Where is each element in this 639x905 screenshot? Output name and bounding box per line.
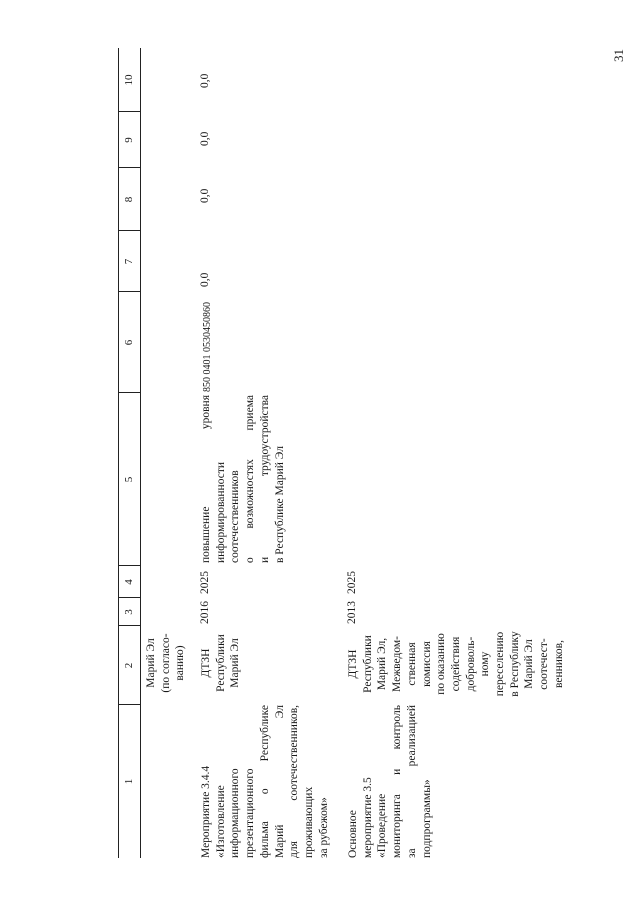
text-line: содействия [449,636,462,692]
text-line: Марий Эл [229,638,242,688]
row1-col2 [199,628,243,698]
text-line: по оказанию [435,633,448,695]
text-line: Марий Эл, [376,637,389,691]
text-line: ственная [405,642,418,686]
text-line: Марий Эл [273,705,286,858]
row1-col3: 2016 [199,601,211,624]
row1-col4: 2025 [199,571,211,594]
text-line: венников, [552,640,565,688]
col-header-5: 5 [123,476,135,483]
text-line: подпрограммы» [420,779,433,858]
row1-col7: 0,0 [199,272,211,287]
row0-col2 [144,628,188,698]
text-line: Марий Эл [145,638,157,688]
row1-col6: 850 0401 0530450860 [202,302,213,392]
text-line: презентационного [244,768,257,858]
text-line: и трудоустройства [258,395,271,563]
row1-col1 [199,705,331,858]
text-line: ДТЗН [200,648,212,678]
text-line: за реализацией [405,705,418,858]
program-table [118,48,639,858]
text-line: для соотечественников, [288,705,301,858]
col-header-2: 2 [123,662,135,669]
col-header-9: 9 [123,137,135,143]
text-line: «Изготовление [214,785,227,858]
text-line: Межведом- [391,636,404,692]
col-header-3: 3 [123,609,135,615]
text-line: доброволь- [464,636,477,692]
text-line: информационного [229,768,242,858]
row2-col4: 2025 [346,571,358,594]
row1-col10: 0,0 [199,73,211,88]
text-line: (по согласо- [159,633,172,693]
text-line: ному [479,651,492,677]
row2-col3: 2013 [346,601,358,624]
header-divider [140,48,141,858]
text-line: в Республике Марий Эл [273,446,286,563]
text-line: Марий Эл [523,639,536,689]
col-header-8: 8 [123,196,135,203]
row1-col8: 0,0 [199,188,211,203]
col-header-4: 4 [123,579,135,585]
text-line: Мероприятие 3.4.4 [200,765,212,858]
col-header-6: 6 [123,339,135,346]
text-line: информированности [214,461,227,563]
text-line: за рубежом» [317,797,330,858]
row2-col2 [346,626,567,702]
text-line: в Республику [508,631,521,697]
col-header-7: 7 [123,258,135,265]
text-line: фильма о Республике [258,705,271,858]
text-line: комиссия [420,641,433,687]
text-line: «Проведение [376,793,389,858]
text-line: Республики [361,635,374,693]
text-line: проживающих [302,786,315,858]
text-line: Основное [347,810,359,858]
text-line: соотечественников [229,470,242,563]
text-line: ванию) [174,645,187,681]
col-header-1: 1 [123,778,135,785]
text-line: мероприятие 3.5 [361,777,374,858]
text-line: соотечест- [538,638,551,690]
page-number: 31 [611,49,626,62]
text-line: мониторинга и контроль [391,705,404,858]
row1-col9: 0,0 [199,131,211,146]
text-line: переселению [494,631,507,697]
text-line: о возможностях приема [244,395,257,563]
text-line: Республики [214,634,227,692]
text-line: повышение уровня [200,395,212,563]
row1-col5 [199,395,287,563]
row2-col1 [346,705,434,858]
text-line: ДТЗН [347,649,359,679]
col-header-10: 10 [123,74,135,86]
